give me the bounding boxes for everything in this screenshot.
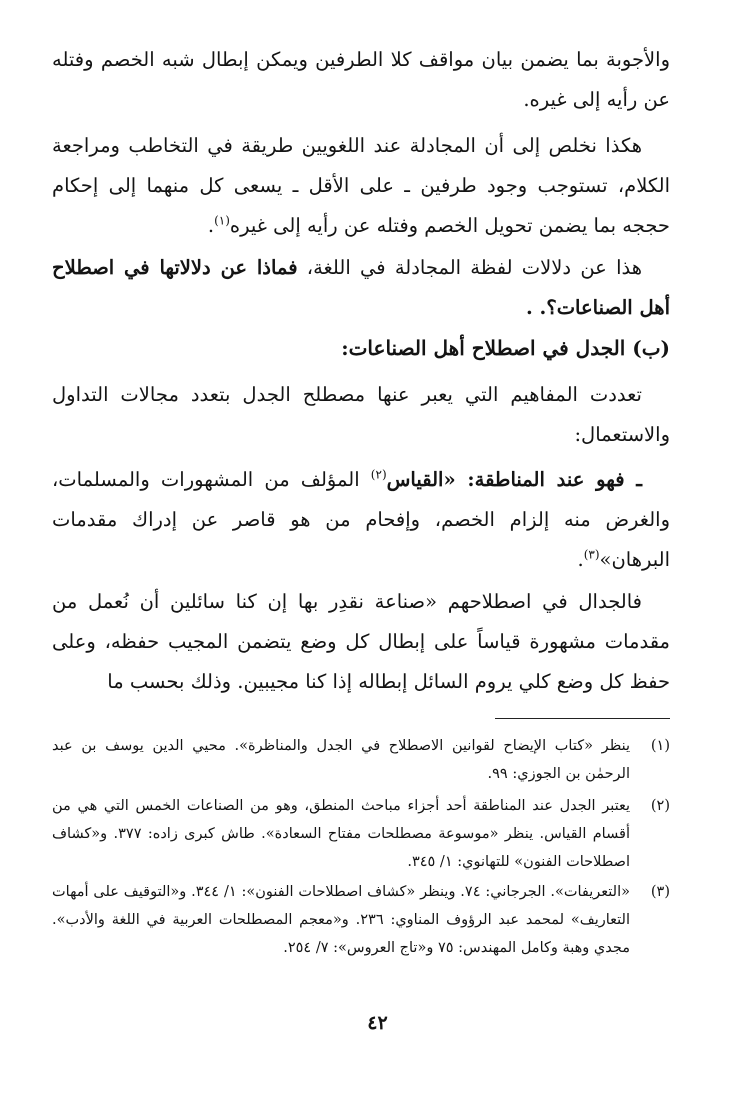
footnote-ref-1[interactable]: (١) — [214, 213, 230, 228]
footnote-divider — [495, 718, 670, 719]
footnote-text: يعتبر الجدل عند المناطقة أحد أجزاء مباحث المنطق، وهو من الصناعات الخمس التي هي من أقسام القياس. ينظر «موسوعة مصطلحات مفتاح السعادة». طاش كبرى زاده: ٣٧٧. و«كشاف اصطلاحات الفنون» للتهانوي: ١/ ٣٤٥. — [52, 798, 630, 870]
paragraph-transition — [52, 248, 670, 328]
footnote-number: (١) — [650, 738, 670, 754]
footnote-3 — [52, 878, 670, 962]
paragraph-dialectic — [52, 582, 670, 702]
footnote-ref-3[interactable]: (٣) — [583, 547, 600, 562]
footnote-2 — [52, 792, 670, 876]
footnote-1 — [52, 732, 670, 788]
footnote-number: (٢) — [650, 798, 670, 814]
paragraph-text: هكذا نخلص إلى أن المجادلة عند اللغويين طريقة في التخاطب ومراجعة الكلام، تستوجب وجود طرفين ـ على الأقل ـ يسعى كل منهما إلى إحكام حججه بما يضمن تحويل الخصم وفتله عن رأيه إلى غيره — [52, 134, 670, 237]
footnote-text: «التعريفات». الجرجاني: ٧٤. وينظر «كشاف اصطلاحات الفنون»: ١/ ٣٤٤. و«التوقيف على أمهات التعاريف» لمحمد عبد الرؤوف المناوي: ٢٣٦. و«معجم المصطلحات العربية في اللغة والأدب». مجدي وهبة وكامل المهندس: ٧٥ و«تاج العروس»: ٧/ ٢٥٤. — [52, 884, 631, 956]
paragraph-text: المؤلف من المشهورات والمسلمات، والغرض منه إلزام الخصم، وإفحام من هو قاصر عن إدراك مقدمات البرهان» — [52, 468, 670, 571]
paragraph-question: فماذا عن دلالاتها في اصطلاح أهل الصناعات؟. . — [52, 256, 670, 319]
paragraph-text: هذا عن دلالات لفظة المجادلة في اللغة، — [297, 256, 642, 279]
page-number: ٤٢ — [367, 1012, 388, 1034]
paragraph-text: تعددت المفاهيم التي يعبر عنها مصطلح الجدل بتعدد مجالات التداول والاستعمال: — [52, 383, 670, 446]
section-heading: (ب) الجدل في اصطلاح أهل الصناعات: — [341, 336, 670, 360]
paragraph-text: والأجوبة بما يضمن بيان مواقف كلا الطرفين ويمكن إبطال شبه الخصم وفتله عن رأيه إلى غيره. — [52, 48, 670, 111]
footnote-text: ينظر «كتاب الإيضاح لقوانين الاصطلاح في الجدل والمناظرة». محيي الدين يوسف بن عبد الرحمٰن بن الجوزي: ٩٩. — [52, 738, 630, 782]
paragraph-logicians: ـ فهو عند المناطقة: «القياس$^{(٢)}$ المؤلف من المشهورات والمسلمات، والغرض منه إلزام الخصم، وإفحام من هو قاصر عن إدراك مقدمات البرهان»$^{(٣)}$. — [52, 467, 670, 571]
paragraph-lexical-summary: هكذا نخلص إلى أن المجادلة عند اللغويين طريقة في التخاطب ومراجعة الكلام، تستوجب وجود طرفين ـ على الأقل ـ يسعى كل منهما إلى إحكام حججه بما يضمن تحويل الخصم وفتله عن رأيه إلى غيره$^{(١)}$. — [52, 134, 670, 237]
paragraph-continuation — [52, 40, 670, 120]
footnote-number: (٣) — [650, 884, 670, 900]
paragraph-text: فالجدال في اصطلاحهم «صناعة نقدِر بها إن كنا سائلين أن نُعمل من مقدمات مشهورة قياساً على إبطال كل وضع يتضمن المجيب حفظه، وعلى حفظ كل وضع كلي يروم السائل إبطاله إذا كنا مجيبين. وذلك بحسب ما — [52, 590, 670, 693]
footnote-ref-2[interactable]: (٢) — [370, 467, 387, 482]
paragraph-lead: ـ فهو عند المناطقة: «القياس — [386, 468, 642, 491]
paragraph-definitions-intro — [52, 375, 670, 455]
